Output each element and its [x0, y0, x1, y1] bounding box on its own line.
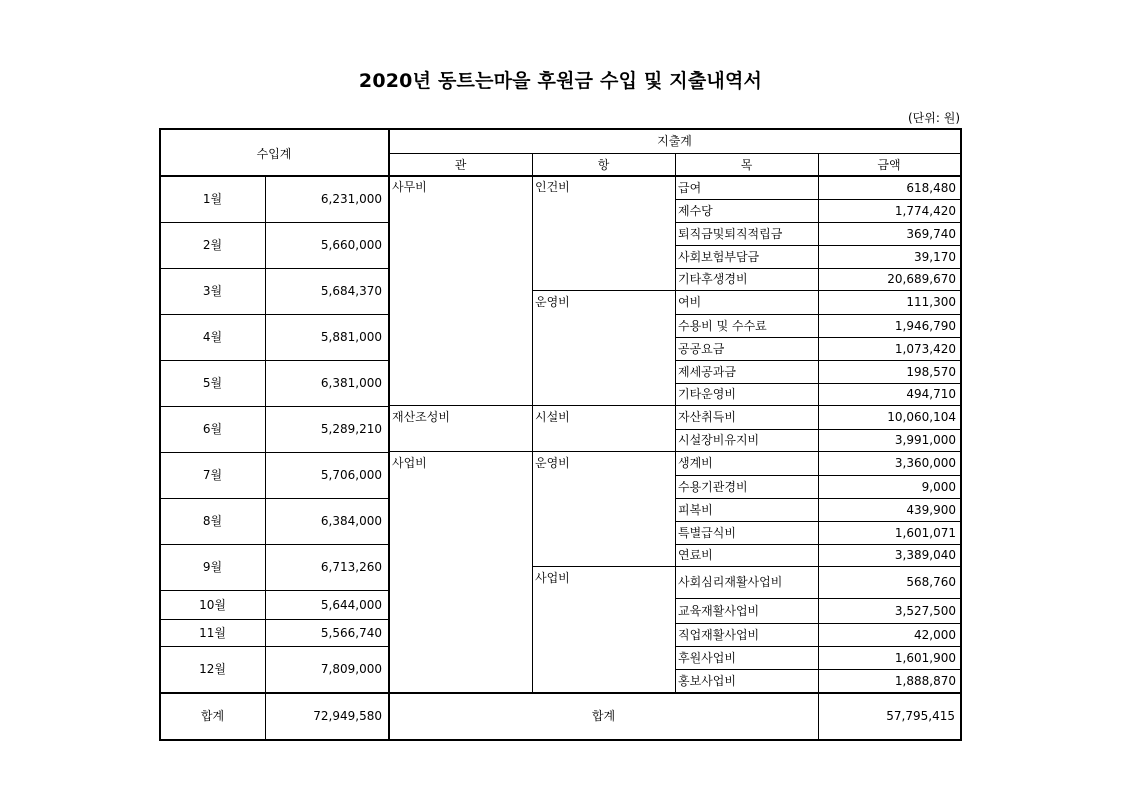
- expense-item-label: 교육재활사업비: [678, 604, 760, 618]
- expense-item-label: 홍보사업비: [678, 674, 736, 688]
- income-amount-value: 5,660,000: [320, 238, 382, 252]
- expense-header: 지출계: [657, 134, 692, 148]
- expense-item-label: 수용기관경비: [678, 480, 748, 494]
- expense-row-divider: [675, 475, 960, 476]
- table-border-top: [159, 128, 962, 130]
- income-row-divider: [160, 619, 388, 620]
- expense-row-divider: [675, 245, 960, 246]
- income-row-divider: [160, 544, 388, 545]
- hang-label: 시설비: [535, 410, 570, 424]
- expense-row-divider: [675, 566, 960, 567]
- hang-header: 항: [597, 158, 610, 172]
- expense-amount-value: 1,073,420: [894, 342, 956, 356]
- expense-amount-value: 1,774,420: [894, 204, 956, 218]
- gwan-header: 관: [454, 158, 467, 172]
- expense-row-divider: [675, 268, 960, 269]
- expense-item-label: 직업재활사업비: [678, 628, 760, 642]
- income-row-divider: [160, 452, 388, 453]
- expense-row-divider: [675, 451, 960, 452]
- unit-label: (단위: 원): [908, 111, 960, 125]
- income-row-divider: [160, 498, 388, 499]
- total-expense-value: 57,795,415: [886, 709, 955, 723]
- expense-row-divider: [675, 383, 960, 384]
- expense-item-label: 특별급식비: [678, 526, 736, 540]
- expense-amount-value: 3,991,000: [894, 433, 956, 447]
- table-border-bottom: [159, 739, 962, 741]
- income-month-label: 3월: [202, 284, 223, 298]
- expense-item-label: 기타운영비: [678, 387, 736, 401]
- expense-item-label: 생계비: [678, 456, 713, 470]
- hang-label: 운영비: [535, 456, 570, 470]
- expense-amount-value: 618,480: [906, 181, 956, 195]
- expense-amount-value: 3,527,500: [894, 604, 956, 618]
- expense-amount-value: 1,888,870: [894, 674, 956, 688]
- hang-label: 사업비: [535, 571, 570, 585]
- expense-item-label: 사회보험부담금: [678, 250, 760, 264]
- income-amount-value: 6,381,000: [320, 376, 382, 390]
- income-amount-value: 7,809,000: [320, 662, 382, 676]
- expense-row-divider: [675, 337, 960, 338]
- document-title: 2020년 동트는마을 후원금 수입 및 지출내역서: [358, 70, 763, 92]
- expense-row-divider: [675, 360, 960, 361]
- expense-item-label: 자산취득비: [678, 410, 736, 424]
- expense-amount-value: 1,946,790: [894, 319, 956, 333]
- total-income-label: 합계: [200, 709, 225, 723]
- total-expense-label: 합계: [591, 709, 616, 723]
- expense-amount-value: 439,900: [906, 503, 956, 517]
- expense-row-divider: [675, 199, 960, 200]
- mok-header: 목: [740, 158, 753, 172]
- income-amount-value: 5,684,370: [320, 284, 382, 298]
- hang-divider: [532, 290, 675, 291]
- expense-amount-value: 3,389,040: [894, 548, 956, 562]
- income-expense-divider: [388, 128, 390, 741]
- expense-item-label: 피복비: [678, 503, 713, 517]
- income-month-label: 4월: [202, 330, 223, 344]
- amount-header: 금액: [877, 158, 901, 172]
- expense-item-label: 시설장비유지비: [678, 433, 760, 447]
- income-row-divider: [160, 222, 388, 223]
- expense-row-divider: [675, 544, 960, 545]
- expense-amount-value: 1,601,900: [894, 651, 956, 665]
- income-amount-value: 5,706,000: [320, 468, 382, 482]
- expense-row-divider: [675, 623, 960, 624]
- gwan-label: 재산조성비: [392, 410, 450, 424]
- income-month-label: 9월: [202, 560, 223, 574]
- expense-item-label: 퇴직금및퇴직적립금: [678, 227, 783, 241]
- hang-column-divider: [675, 153, 676, 692]
- expense-amount-value: 494,710: [906, 387, 956, 401]
- expense-amount-value: 10,060,104: [887, 410, 956, 424]
- expense-item-label: 여비: [678, 295, 702, 309]
- total-divider: [159, 692, 962, 694]
- expense-amount-value: 369,740: [906, 227, 956, 241]
- expense-row-divider: [675, 429, 960, 430]
- hang-divider: [532, 566, 675, 567]
- income-amount-value: 5,289,210: [320, 422, 382, 436]
- expense-item-label: 제세공과금: [678, 365, 736, 379]
- expense-row-divider: [675, 669, 960, 670]
- hang-label: 운영비: [535, 295, 570, 309]
- expense-item-label: 공공요금: [678, 342, 725, 356]
- expense-amount-value: 111,300: [906, 295, 956, 309]
- expense-row-divider: [675, 290, 960, 291]
- header-divider: [159, 175, 962, 177]
- expense-row-divider: [675, 521, 960, 522]
- expense-amount-value: 3,360,000: [894, 456, 956, 470]
- income-amount-value: 6,384,000: [320, 514, 382, 528]
- gwan-divider: [389, 451, 675, 452]
- income-amount-value: 5,644,000: [320, 598, 382, 612]
- expense-amount-value: 42,000: [914, 628, 956, 642]
- total-income-value: 72,949,580: [313, 709, 382, 723]
- expense-row-divider: [675, 314, 960, 315]
- income-row-divider: [160, 646, 388, 647]
- income-amount-value: 6,713,260: [320, 560, 382, 574]
- income-row-divider: [160, 268, 388, 269]
- income-month-label: 2월: [202, 238, 223, 252]
- income-month-label: 12월: [199, 662, 226, 676]
- expense-amount-value: 20,689,670: [887, 272, 956, 286]
- income-month-label: 7월: [202, 468, 223, 482]
- income-amount-value: 5,881,000: [320, 330, 382, 344]
- gwan-label: 사무비: [392, 180, 427, 194]
- expense-item-label: 후원사업비: [678, 651, 736, 665]
- expense-row-divider: [675, 646, 960, 647]
- expense-amount-value: 198,570: [906, 365, 956, 379]
- income-month-label: 11월: [199, 626, 226, 640]
- expense-item-label: 제수당: [678, 204, 713, 218]
- expense-amount-value: 568,760: [906, 575, 956, 589]
- income-amount-value: 6,231,000: [320, 192, 382, 206]
- income-month-label: 5월: [202, 376, 223, 390]
- expense-amount-value: 1,601,071: [894, 526, 956, 540]
- income-row-divider: [160, 360, 388, 361]
- income-row-divider: [160, 406, 388, 407]
- hang-label: 인건비: [535, 180, 570, 194]
- income-amount-value: 5,566,740: [320, 626, 382, 640]
- income-row-divider: [160, 314, 388, 315]
- expense-item-label: 수용비 및 수수료: [678, 319, 767, 333]
- gwan-column-divider: [532, 153, 533, 692]
- expense-row-divider: [675, 498, 960, 499]
- income-row-divider: [160, 590, 388, 591]
- gwan-divider: [389, 405, 675, 406]
- income-month-label: 6월: [202, 422, 223, 436]
- expense-item-label: 기타후생경비: [678, 272, 748, 286]
- expense-amount-value: 9,000: [921, 480, 956, 494]
- income-column-divider: [265, 176, 266, 740]
- expense-item-label: 급여: [678, 181, 702, 195]
- expense-item-label: 사회심리재활사업비: [678, 575, 783, 589]
- expense-amount-value: 39,170: [914, 250, 956, 264]
- income-header: 수입계: [256, 147, 292, 161]
- expense-row-divider: [675, 598, 960, 599]
- gwan-label: 사업비: [392, 456, 427, 470]
- expense-row-divider: [675, 222, 960, 223]
- income-month-label: 8월: [202, 514, 223, 528]
- table-border-right: [960, 128, 962, 741]
- income-month-label: 10월: [199, 598, 226, 612]
- expense-row-divider: [675, 405, 960, 406]
- expense-item-label: 연료비: [678, 548, 713, 562]
- income-month-label: 1월: [202, 192, 223, 206]
